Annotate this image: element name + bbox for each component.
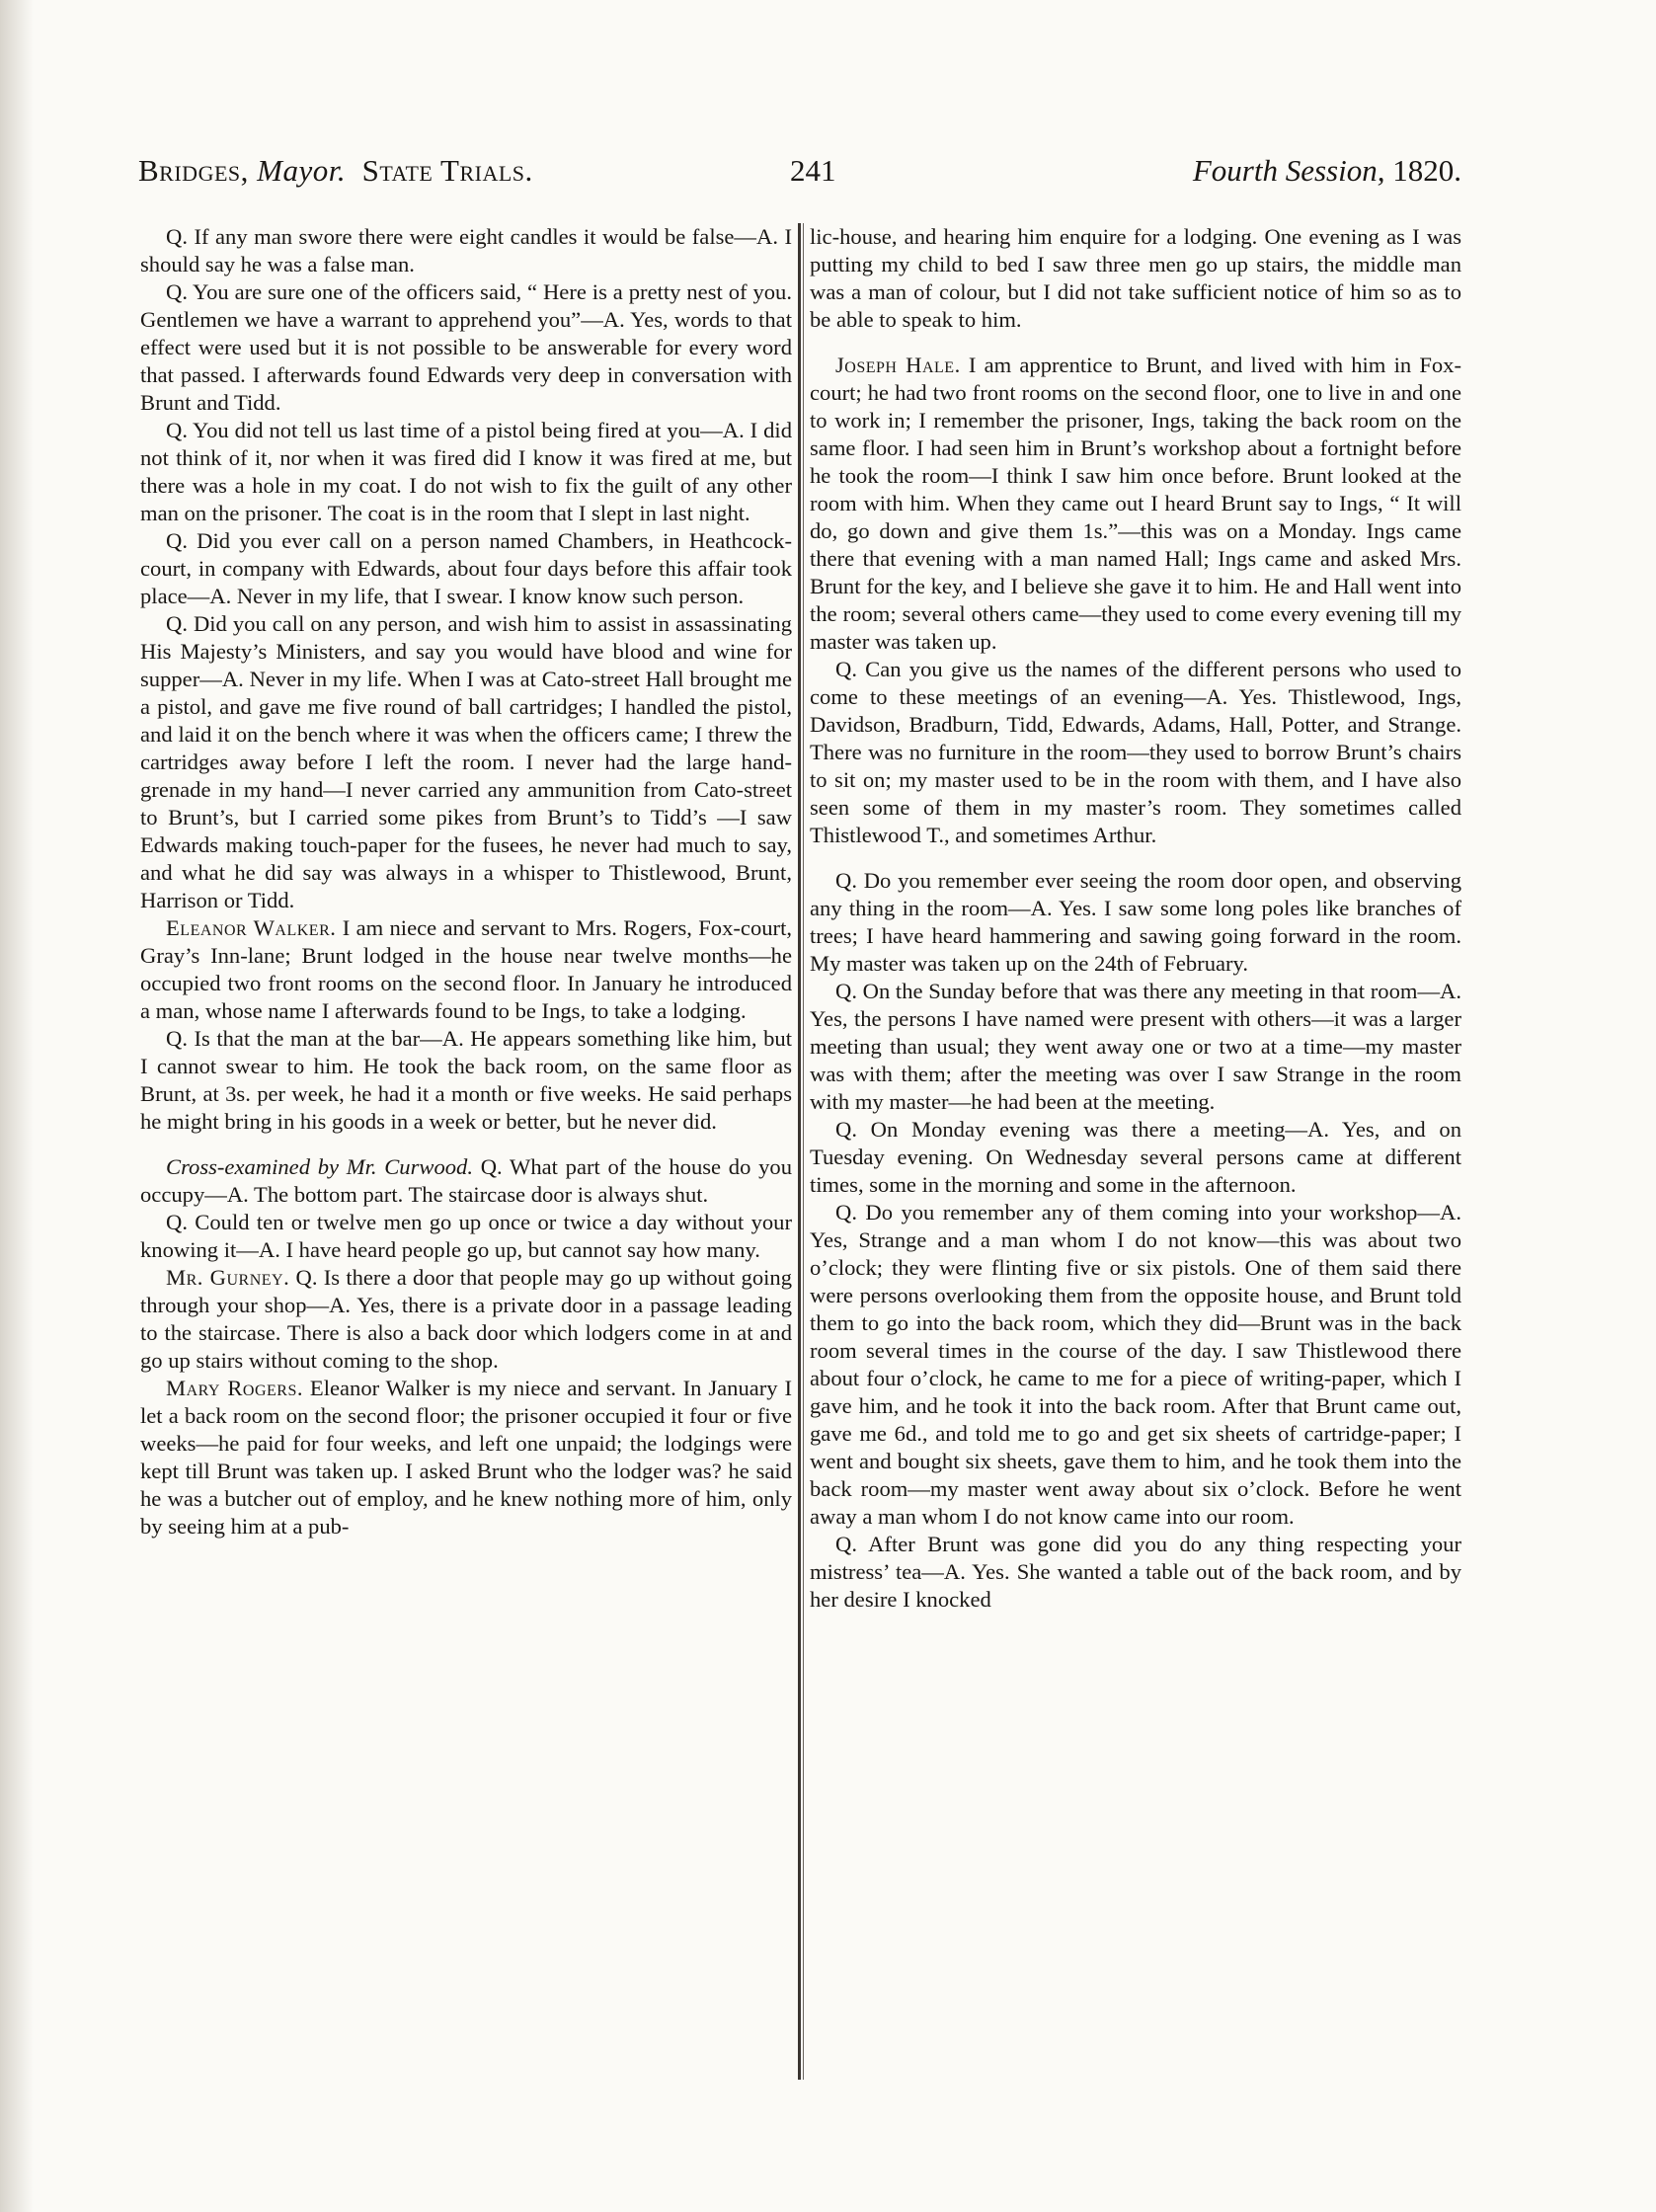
header-left	[138, 153, 533, 189]
paragraph-text: Q. Could ten or twelve men go up once or twice a day without your knowing it—A. I have heard people go up, but cannot say how many.	[140, 1210, 792, 1262]
paragraph-text: Eleanor Walker is my niece and servant. In January I let a back room on the second floor; the prisoner occupied it four or five weeks—he paid for four weeks, and left one unpaid; the lodgings were kept till Brunt was taken up. I asked Brunt who the lodger was? he said he was a butcher out of employ, and he knew nothing more of him, only by seeing him at a pub-	[140, 1376, 792, 1539]
paragraph	[140, 1153, 792, 1209]
paragraph	[810, 978, 1461, 1116]
paragraph-text: Q. Is there a door that people may go up without going through your shop—A. Yes, there is a private door in a passage leading to the staircase. There is also a back door which lodgers come in at and go up stairs without coming to the shop.	[140, 1265, 792, 1373]
paragraph-text: Q. Did you call on any person, and wish him to assist in assassinating His Majesty’s Ministers, and say you would have blood and wine for supper—A. Never in my life. When I was at Cato-street Hall brought me a pistol, and gave me five round of ball cartridges; I handled the pistol, and laid it on the bench where it was when the officers came; I threw the cartridges away before I left the room. I never had the large hand-grenade in my hand—I never carried any ammunition from Cato-street to Brunt’s, but I carried some pikes from Brunt’s to Tidd’s —I saw Edwards making touch-paper for the fusees, he never had much to say, and what he did say was always in a whisper to Thistlewood, Brunt, Harrison or Tidd.	[140, 611, 792, 912]
column-rule	[798, 223, 801, 2080]
right-column	[810, 223, 1461, 1614]
paragraph	[140, 1025, 792, 1136]
paragraph	[140, 914, 792, 1025]
paragraph-text: Q. After Brunt was gone did you do any thing respecting your mistress’ tea—A. Yes. She wanted a table out of the back room, and by her desire I knocked	[810, 1532, 1461, 1612]
header-year: 1820.	[1392, 153, 1461, 188]
paragraph	[140, 527, 792, 610]
paragraph-text: I am niece and servant to Mrs. Rogers, Fox-court, Gray’s Inn-lane; Brunt lodged in the house near twelve months—he occupied two front rooms on the second floor. In January he introduced a man, whose name I afterwards found to be Ings, to take a lodging.	[140, 915, 792, 1023]
paragraph	[810, 223, 1461, 334]
paragraph-text: Q. Can you give us the names of the different persons who used to come to these meetings of an evening—A. Yes. Thistlewood, Ings, Davidson, Bradburn, Tidd, Edwards, Adams, Hall, Potter, and Strange. There was no furniture in the room—they used to borrow Brunt’s chairs to sit on; my master used to be in the room with them, and I have also seen some of them in my master’s room. They sometimes called Thistlewood T., and sometimes Arthur.	[810, 657, 1461, 847]
header-name: Bridges,	[138, 153, 249, 188]
paragraph-text: Q. Did you ever call on a person named Chambers, in Heathcock-court, in company with Edwards, about four days before this affair took place—A. Never in my life, that I swear. I know know such person.	[140, 528, 792, 608]
paragraph	[810, 656, 1461, 849]
paragraph-text: I am apprentice to Brunt, and lived with him in Fox-court; he had two front rooms on the second floor, one to live in and one to work in; I remember the prisoner, Ings, taking the back room on the same floor. I had seen him in Brunt’s workshop about a fortnight before he took the room—I think I saw him once before. Brunt looked at the room with him. When they came out I heard Brunt say to Ings, “ It will do, go down and give them 1s.”—this was on a Monday. Ings came there that evening with a man named Hall; Ings came and asked Mrs. Brunt for the key, and I believe she gave it to him. He and Hall went into the room; several others came—they used to come every evening till my master was taken up.	[810, 353, 1462, 654]
paragraph-text: Q. You did not tell us last time of a pistol being fired at you—A. I did not think of it, nor when it was fired did I know it was fired at me, but there was a hole in my coat. I do not wish to fix the guilt of any other man on the prisoner. The coat is in the room that I slept in last night.	[140, 418, 792, 525]
running-header	[138, 153, 1461, 200]
paragraph	[810, 867, 1461, 978]
paragraph	[810, 1116, 1461, 1199]
paragraph-text: Q. If any man swore there were eight candles it would be false—A. I should say he was a false man.	[140, 224, 792, 276]
column-rule-inner	[803, 223, 804, 2080]
left-column	[140, 223, 792, 1540]
paragraph-text: Q. What part of the house do you occupy—A. The bottom part. The staircase door is always shut.	[140, 1154, 793, 1207]
paragraph-text: Q. On Monday evening was there a meeting—A. Yes, and on Tuesday evening. On Wednesday several persons came at different times, some in the morning and some in the afternoon.	[810, 1117, 1461, 1197]
paragraph-text: Q. Do you remember ever seeing the room door open, and observing any thing in the room—A. Yes. I saw some long poles like branches of trees; I have heard hammering and sawing going forward in the room. My master was taken up on the 24th of February.	[810, 868, 1461, 976]
paragraph-text: Q. You are sure one of the officers said, “ Here is a pretty nest of you. Gentlemen we have a warrant to apprehend you”—A. Yes, words to that effect were used but it is not possible to be answerable for every word that passed. I afterwards found Edwards very deep in conversation with Brunt and Tidd.	[140, 279, 792, 415]
speaker-name: Eleanor Walker.	[166, 915, 337, 940]
paragraph-text: Q. Do you remember any of them coming into your workshop—A. Yes, Strange and a man whom I do not know—this was about two o’clock; they were flinting five or six pistols. One of them said there were persons overlooking them from the opposite house, and Brunt told them to go into the back room, which they did—Brunt was in the back room several times in the course of the day. I saw Thistlewood there about four o’clock, he came to me for a piece of writing-paper, which I gave him, and he took it into the back room. After that Brunt came out, gave me 6d., and told me to go and get six sheets of cartridge-paper; I went and bought six sheets, gave them to him, and he took them into the back room—my master went away about six o’clock. Before he went away a man whom I do not know came into our room.	[810, 1200, 1461, 1529]
paragraph	[140, 1375, 792, 1540]
header-title: Mayor.	[257, 153, 347, 188]
header-section: State Trials.	[361, 153, 533, 188]
paragraph	[140, 1209, 792, 1264]
speaker-name: Mr. Gurney.	[166, 1265, 290, 1290]
cross-examination-lead: Cross-examined by Mr. Curwood.	[166, 1154, 474, 1179]
paragraph	[140, 417, 792, 527]
page-number: 241	[790, 153, 836, 188]
paragraph	[140, 278, 792, 417]
paragraph	[140, 610, 792, 914]
header-session: Fourth Session,	[1192, 153, 1385, 188]
paragraph	[140, 223, 792, 278]
paragraph	[810, 352, 1461, 656]
paragraph	[140, 1264, 792, 1375]
speaker-name: Mary Rogers.	[166, 1376, 304, 1400]
paragraph-text: Q. On the Sunday before that was there any meeting in that room—A. Yes, the persons I have named were present with others—it was a larger meeting than usual; they went away one or two at a time—my master was with them; after the meeting was over I saw Strange in the room with my master—he had been at the meeting.	[810, 979, 1461, 1114]
scan-edge	[0, 0, 34, 2212]
speaker-name: Joseph Hale.	[835, 353, 961, 377]
header-right	[1193, 153, 1461, 189]
paragraph-text: lic-house, and hearing him enquire for a lodging. One evening as I was putting my child to bed I saw three men go up stairs, the middle man was a man of colour, but I did not take sufficient notice of him so as to be able to speak to him.	[810, 224, 1461, 332]
paragraph	[810, 1199, 1461, 1531]
paragraph	[810, 1531, 1461, 1614]
paragraph-text: Q. Is that the man at the bar—A. He appears something like him, but I cannot swear to him. He took the back room, on the same floor as Brunt, at 3s. per week, he had it a month or five weeks. He said perhaps he might bring in his goods in a week or better, but he never did.	[140, 1026, 792, 1134]
